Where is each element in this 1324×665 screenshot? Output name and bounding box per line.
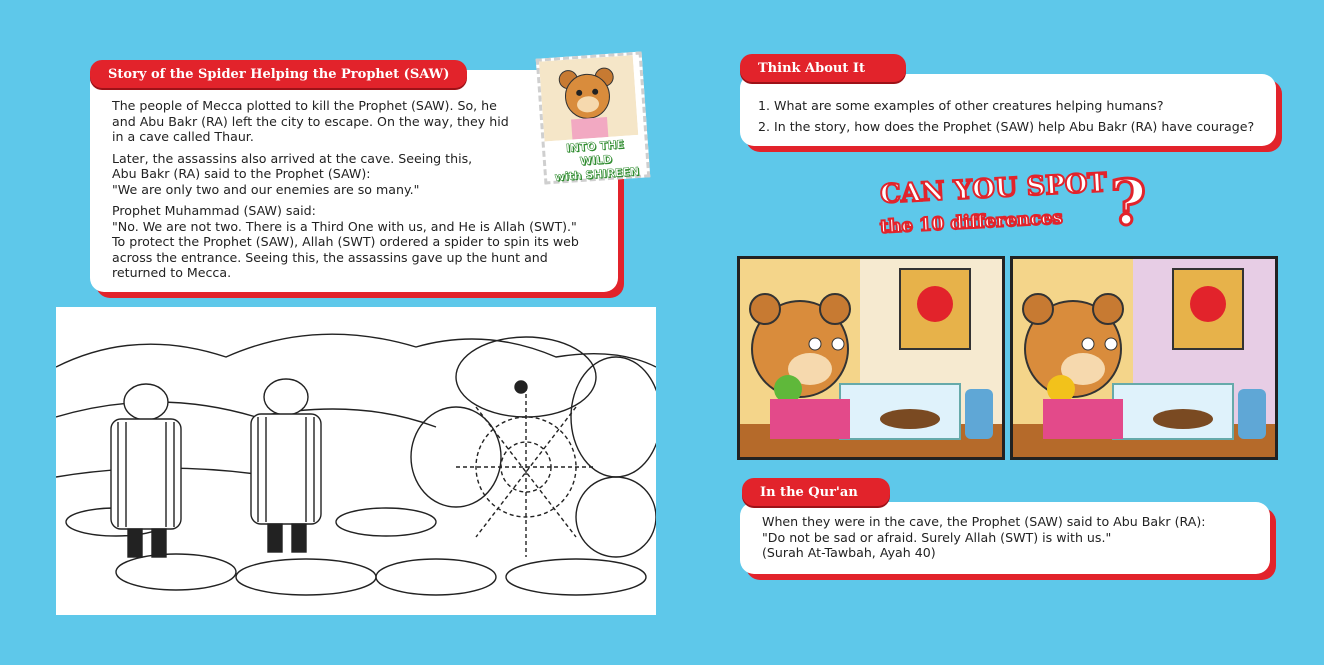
think-question-2: 2. In the story, how does the Prophet (SAW) help Abu Bakr (RA) have courage? [758, 119, 1255, 134]
stamp-line-1: INTO THE WILD [565, 137, 625, 169]
difference-picture-left [737, 256, 1005, 460]
stamp-label [549, 137, 644, 185]
spot-subheading: the 10 differences [879, 207, 1064, 238]
postage-stamp [536, 51, 651, 184]
think-question-1: 1. What are some examples of other creatures helping humans? [758, 98, 1164, 113]
story-paragraph-1: The people of Mecca plotted to kill the Prophet (SAW). So, he and Abu Bakr (RA) left the city to escape. On the way, they hid in a cave called Thaur. [112, 98, 509, 144]
story-title: Story of the Spider Helping the Prophet (SAW) [90, 60, 467, 88]
coloring-illustration [56, 307, 656, 615]
story-body [112, 98, 612, 281]
quran-title: In the Qur'an [742, 478, 890, 506]
stamp-line-2: with SHIREEN [554, 164, 640, 184]
difference-picture-right [1010, 256, 1278, 460]
spot-heading: CAN YOU SPOT [879, 168, 1108, 210]
quran-text: When they were in the cave, the Prophet (SAW) said to Abu Bakr (RA): "Do not be sad or afraid. Surely Allah (SWT) is with us." (Surah At-Tawbah, Ayah 40) [762, 514, 1206, 560]
bear-mascot-icon [539, 55, 638, 141]
story-paragraph-3: Prophet Muhammad (SAW) said: "No. We are not two. There is a Third One with us, and He is Allah (SWT)." To protect the Prophet (SAW), Allah (SWT) ordered a spider to spin its web across the entrance. Seeing this, the assassins gave up the hunt and returned to Mecca. [112, 203, 579, 280]
think-title: Think About It [740, 54, 906, 82]
story-paragraph-2: Later, the assassins also arrived at the cave. Seeing this, Abu Bakr (RA) said to the Prophet (SAW): "We are only two and our enemies are so many." [112, 150, 473, 197]
question-mark-icon: ? [1110, 166, 1147, 239]
